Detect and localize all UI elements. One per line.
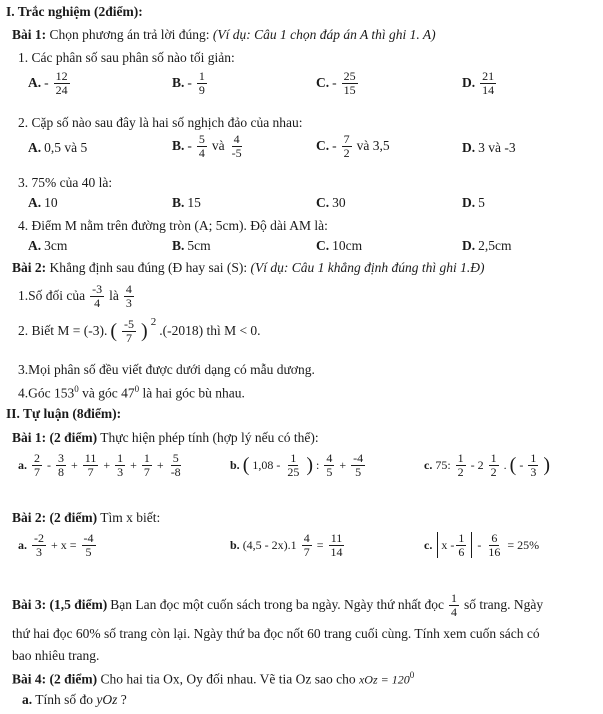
- q4-option-d: D. 2,5cm: [462, 238, 512, 253]
- tl-bai1-instruction: Bài 1: (2 điểm) Thực hiện phép tính (hợp lý nếu có thể):: [12, 430, 319, 445]
- q3-option-d: D. 5: [462, 195, 485, 210]
- q1-option-a: A. - $\frac{12}{24}$: [28, 69, 68, 97]
- tl-bai1-b: b. ( 1,08 - $\frac{1}{25}$ ) : $\frac{4}{5}$ + $\frac{-4}{5}$: [230, 451, 364, 479]
- tl-bai4-instruction: Bài 4: (2 điểm) Cho hai tia Ox, Oy đối nhau. Vẽ tia Oz sao cho xOz = $120^0$: [12, 670, 415, 687]
- bai2-statement-1: 1.Số đối của $\frac{-3}{4}$ là $\frac{4}{3}$: [18, 282, 132, 310]
- fraction: $\frac{5}{4}$: [198, 132, 205, 160]
- section1-title: I. Trắc nghiệm (2điểm):: [6, 4, 143, 19]
- section2-title: II. Tự luận (8điểm):: [6, 406, 122, 421]
- q2-option-a: A. 0,5 và 5: [28, 140, 88, 155]
- bai1-text: Chọn phương án trả lời đúng:: [46, 27, 213, 42]
- bai2-statement-4: 4.Góc $153^0$ và góc $47^0$ là hai góc bù nhau.: [18, 384, 245, 401]
- tl-bai3-line2: thứ hai đọc 60% số trang còn lại. Ngày thứ ba đọc nốt 60 trang cuối cùng. Tính xem cuốn sách có: [12, 626, 540, 641]
- fraction: $\frac{12}{24}$: [55, 69, 68, 97]
- bai1-example: (Ví dụ: Câu 1 chọn đáp án A thì ghi 1. A): [212, 27, 436, 42]
- fraction: $\frac{25}{15}$: [343, 69, 356, 97]
- fraction: $\frac{4}{3}$: [125, 282, 132, 310]
- bai1-label: Bài 1:: [12, 27, 47, 42]
- q1-option-c: C. - $\frac{25}{15}$: [316, 69, 356, 97]
- fraction: $\frac{-5}{7}$: [124, 317, 135, 345]
- bai1-instruction: [12, 27, 436, 43]
- tl-bai3-line1: Bài 3: (1,5 điểm) Bạn Lan đọc một cuốn sách trong ba ngày. Ngày thứ nhất đọc $\frac{1}{4}$ số trang. Ngày: [12, 591, 544, 619]
- q3-option-a: A. 10: [28, 195, 58, 210]
- q4-text: 4. Điểm M nằm trên đường tròn (A; 5cm). Độ dài AM là:: [18, 218, 328, 233]
- q1-option-d: D. $\frac{21}{14}$: [462, 69, 495, 97]
- q2-option-d: D. 3 và -3: [462, 140, 516, 155]
- tl-bai2-c: c. x - $\frac{1}{6}$ - $\frac{6}{16}$ = 25%: [424, 531, 540, 559]
- q1-option-b: B. - $\frac{1}{9}$: [172, 69, 205, 97]
- fraction: $\frac{21}{14}$: [482, 69, 495, 97]
- bai2-statement-2: 2. Biết M = (-3). ( $\frac{-5}{7}$ ) 2 .(-2018) thì M < 0.: [18, 316, 261, 345]
- q3-text: 3. 75% của 40 là:: [18, 175, 113, 190]
- fraction: $\frac{1}{9}$: [198, 69, 205, 97]
- q4-option-c: C. 10cm: [316, 238, 363, 253]
- tl-bai1-a: a. $\frac{2}{7}$ - $\frac{3}{8}$ + $\frac{11}{7}$ + $\frac{1}{3}$ + $\frac{1}{7}$ + $\frac{5}{-8}$: [18, 451, 181, 479]
- q3-option-c: C. 30: [316, 195, 346, 210]
- fraction: $\frac{7}{2}$: [343, 132, 350, 160]
- bai2-statement-3: 3.Mọi phân số đều viết được dưới dạng có mẫu dương.: [18, 362, 315, 377]
- q4-option-b: B. 5cm: [172, 238, 211, 253]
- fraction: $\frac{4}{-5}$: [231, 132, 242, 160]
- bai2-instruction: Bài 2: Khẳng định sau đúng (Đ hay sai (S): (Ví dụ: Câu 1 khẳng định đúng thì ghi 1.Đ): [12, 260, 485, 275]
- tl-bai2-a: a. $\frac{-2}{3}$ + x = $\frac{-4}{5}$: [18, 531, 94, 559]
- tl-bai2-instruction: Bài 2: (2 điểm) Tìm x biết:: [12, 510, 161, 525]
- fraction: $\frac{-3}{4}$: [92, 282, 103, 310]
- q2-option-c: C. - $\frac{7}{2}$ và 3,5: [316, 132, 390, 160]
- q2-text: 2. Cặp số nào sau đây là hai số nghịch đảo của nhau:: [18, 115, 303, 130]
- tl-bai3-line3: bao nhiêu trang.: [12, 648, 100, 663]
- tl-bai2-b: b. (4,5 - 2x).1 $\frac{4}{7}$ = $\frac{11}{14}$: [230, 531, 343, 559]
- q2-option-b: B. - $\frac{5}{4}$ và $\frac{4}{-5}$: [172, 132, 242, 160]
- q4-option-a: A. 3cm: [28, 238, 68, 253]
- q3-option-b: B. 15: [172, 195, 201, 210]
- tl-bai1-c: c. 75: $\frac{1}{2}$ - 2 $\frac{1}{2}$ . ( - $\frac{1}{3}$ ): [424, 451, 551, 479]
- q1-text: 1. Các phân số sau phân số nào tối giản:: [18, 50, 235, 65]
- tl-bai4-a: a. Tính số đo yOz ?: [22, 692, 127, 707]
